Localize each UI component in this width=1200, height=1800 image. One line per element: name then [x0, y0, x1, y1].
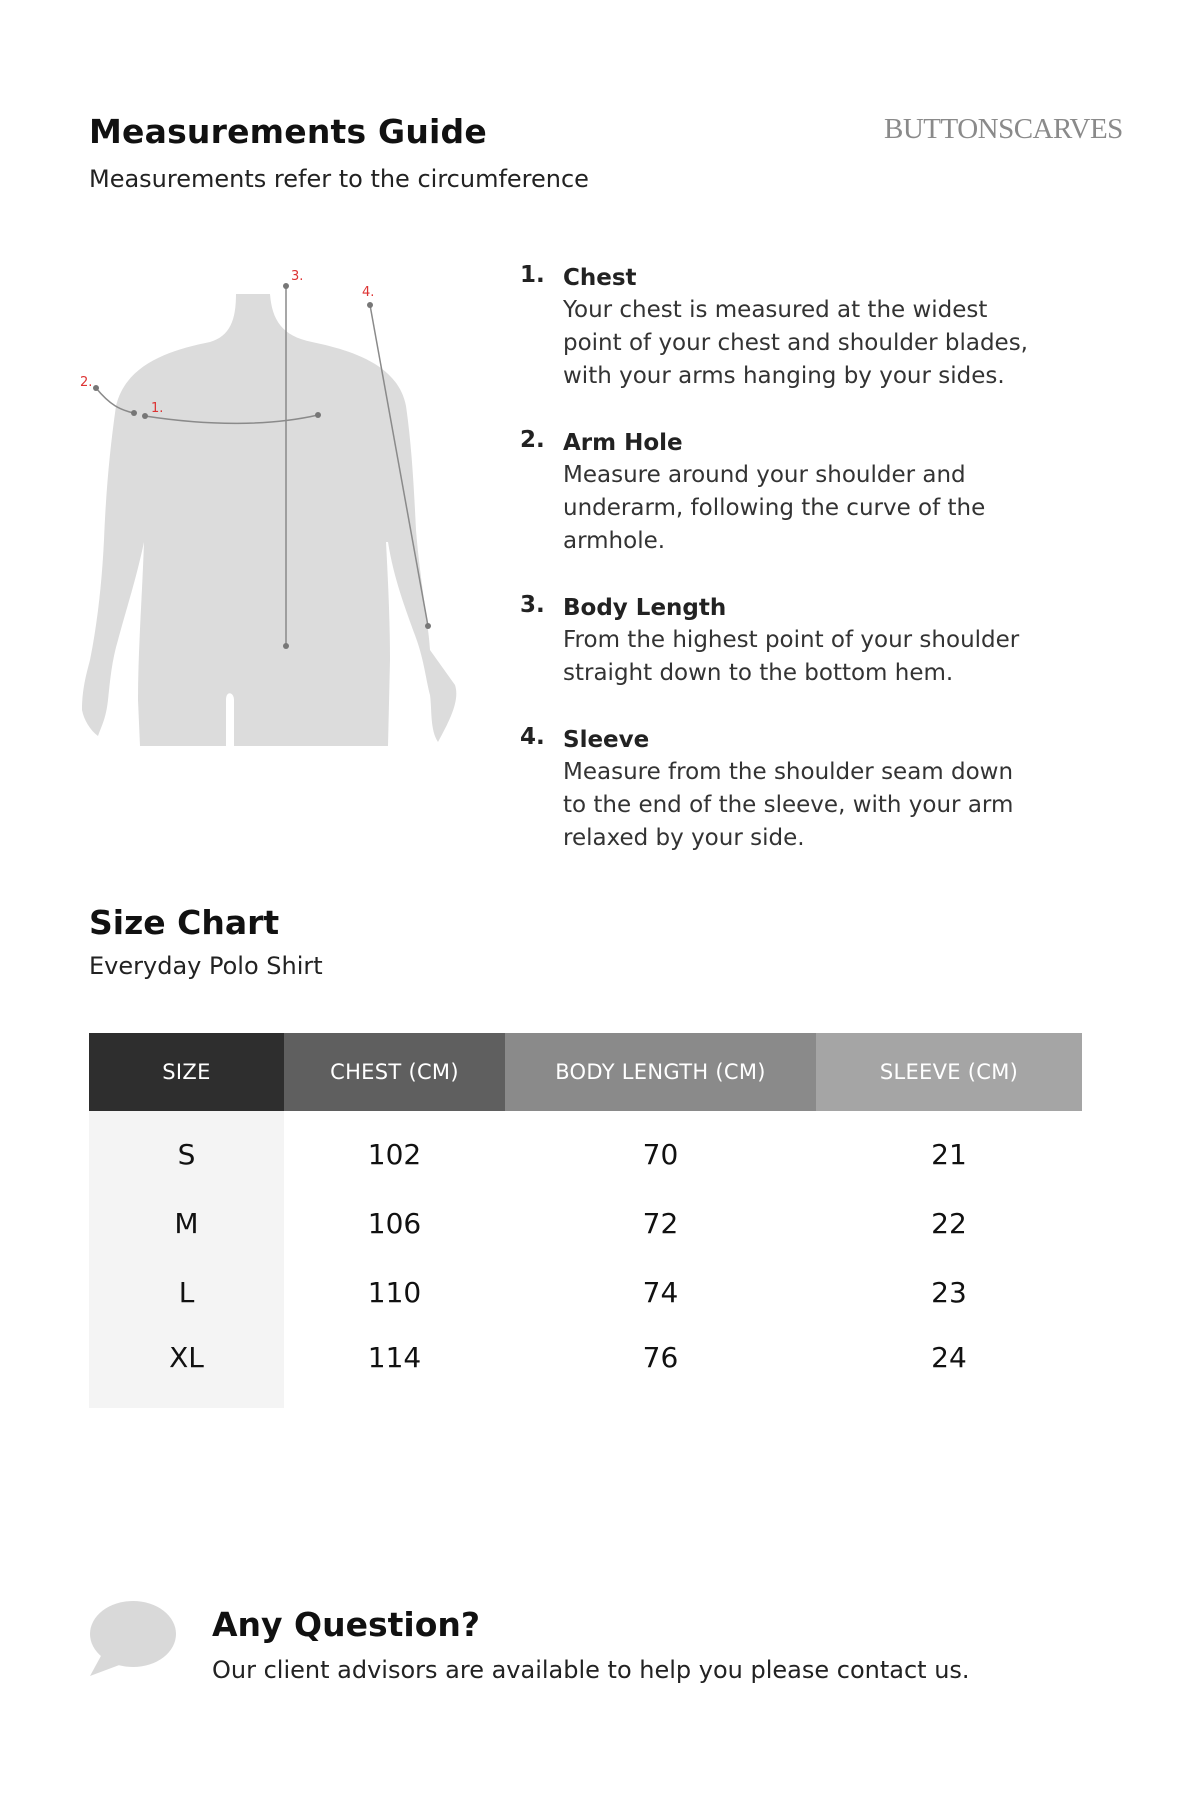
table-row [89, 1203, 1082, 1243]
cell-chest: 110 [367, 1275, 422, 1309]
step-line: Measure from the shoulder seam down [563, 759, 1014, 785]
step-line: point of your chest and shoulder blades, [563, 330, 1028, 356]
step-line: with your arms hanging by your sides. [563, 363, 1005, 389]
cell-sleeve: 21 [931, 1137, 967, 1171]
measurement-steps [520, 262, 1120, 889]
step-line: to the end of the sleeve, with your arm [563, 792, 1014, 818]
step-line: underarm, following the curve of the [563, 495, 986, 521]
step-number: 4. [520, 724, 545, 750]
header-chest: CHEST (CM) [284, 1033, 505, 1111]
brand-logo: BUTTONSCARVES [884, 113, 1123, 145]
cell-body-length: 76 [642, 1340, 679, 1374]
table-row [89, 1272, 1082, 1312]
marker-2: 2. [80, 375, 93, 390]
cell-sleeve: 22 [931, 1206, 967, 1240]
marker-3: 3. [291, 269, 304, 284]
step-title: Arm Hole [563, 430, 683, 456]
cell-chest: 106 [367, 1206, 422, 1240]
header-body-length: BODY LENGTH (CM) [505, 1033, 816, 1111]
cell-size: L [178, 1275, 195, 1309]
table-row [89, 1337, 1082, 1377]
cell-size: M [174, 1206, 199, 1240]
step-sleeve [520, 724, 1120, 855]
page-title: Measurements Guide [89, 112, 487, 151]
header-sleeve: SLEEVE (CM) [816, 1033, 1082, 1111]
speech-bubble-icon [88, 1600, 180, 1680]
step-chest [520, 262, 1120, 393]
step-title: Sleeve [563, 727, 650, 753]
cell-body-length: 72 [642, 1206, 679, 1240]
header-size: SIZE [89, 1033, 284, 1111]
step-arm-hole [520, 427, 1120, 558]
marker-1: 1. [151, 401, 164, 416]
step-line: straight down to the bottom hem. [563, 660, 954, 686]
step-number: 2. [520, 427, 545, 453]
table-body [89, 1111, 1082, 1408]
step-line: Your chest is measured at the widest [563, 297, 988, 323]
page-subtitle: Measurements refer to the circumference [89, 165, 589, 193]
cell-body-length: 74 [642, 1275, 679, 1309]
cell-sleeve: 23 [931, 1275, 967, 1309]
contact-title: Any Question? [212, 1605, 480, 1644]
size-chart-title: Size Chart [89, 903, 280, 942]
step-line: From the highest point of your shoulder [563, 627, 1020, 653]
cell-size: XL [169, 1340, 204, 1374]
body-silhouette [82, 294, 456, 746]
marker-4: 4. [362, 285, 375, 300]
size-chart-table [89, 1033, 1082, 1408]
step-title: Chest [563, 265, 637, 291]
cell-chest: 102 [367, 1137, 422, 1171]
step-body-length [520, 592, 1120, 690]
table-header [89, 1033, 1082, 1111]
step-title: Body Length [563, 595, 727, 621]
step-number: 1. [520, 262, 545, 288]
cell-body-length: 70 [642, 1137, 679, 1171]
contact-text: Our client advisors are available to help you please contact us. [212, 1656, 970, 1684]
step-line: relaxed by your side. [563, 825, 805, 851]
step-line: Measure around your shoulder and [563, 462, 966, 488]
table-row [89, 1134, 1082, 1174]
cell-size: S [177, 1137, 196, 1171]
step-line: armhole. [563, 528, 666, 554]
body-measurement-figure [50, 269, 510, 820]
step-number: 3. [520, 592, 545, 618]
size-chart-subtitle: Everyday Polo Shirt [89, 952, 323, 980]
cell-chest: 114 [367, 1340, 422, 1374]
cell-sleeve: 24 [931, 1340, 967, 1374]
